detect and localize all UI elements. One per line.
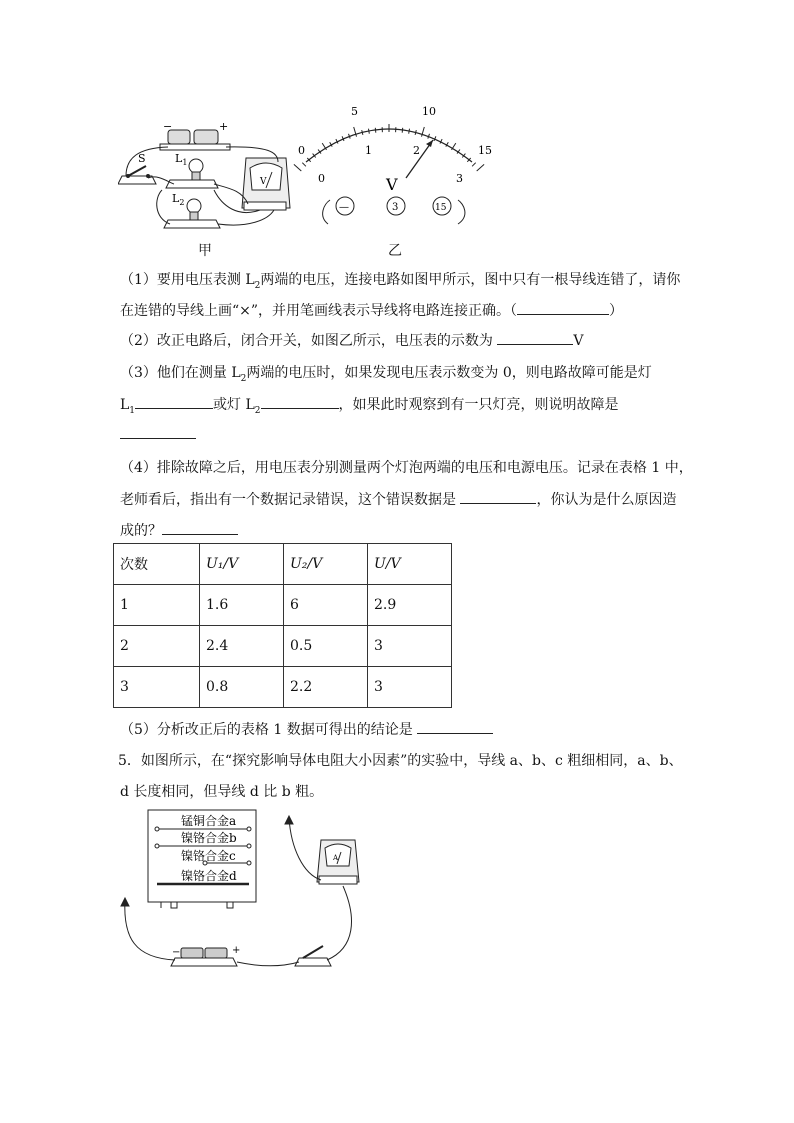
q1-sub: 2 xyxy=(254,280,261,291)
dial-tick xyxy=(415,130,416,135)
dial-tick xyxy=(409,129,410,134)
battery-plus-label: + xyxy=(219,120,229,133)
q4-line2 xyxy=(120,489,676,510)
dial-tick xyxy=(375,128,376,133)
inner-scale-0: 0 xyxy=(318,172,325,185)
table-header-cell: U/V xyxy=(368,544,452,585)
terminal-3-label: 3 xyxy=(392,202,399,213)
switch-2-icon xyxy=(295,946,331,966)
wire-c-label: 镍铬合金c xyxy=(181,849,236,863)
ammeter-icon xyxy=(317,840,359,884)
board-foot-left xyxy=(171,902,177,908)
figure-jia-caption: 甲 xyxy=(198,243,212,259)
table-cell: 0.5 xyxy=(284,626,368,667)
circuit-diagram-jia xyxy=(118,118,298,240)
table-row xyxy=(114,626,452,667)
q2-text: （2）改正电路后，闭合开关，如图乙所示，电压表的示数为 xyxy=(120,333,493,349)
dial-tick xyxy=(402,128,403,133)
outer-scale-5: 5 xyxy=(351,105,358,118)
battery-icon xyxy=(160,130,230,150)
q1-line1 xyxy=(120,270,680,296)
q3-text-c: ，如果此时观察到有一只灯亮，则说明故障是 xyxy=(338,397,619,413)
battery-minus-label: − xyxy=(163,120,173,133)
outer-scale-10: 10 xyxy=(422,105,436,118)
table-cell: 2 xyxy=(114,626,200,667)
q4-text-a: （4）排除故障之后，用电压表分别测量两个灯泡两端的电压和电源电压。记录在表格 1 中， xyxy=(120,460,693,476)
problem5-text-b: d 长度相同，但导线 d 比 b 粗。 xyxy=(120,784,324,800)
q3-line2 xyxy=(120,394,619,421)
q3-text-a: （3）他们在测量 L xyxy=(120,365,241,381)
q4-text-d: 成的？ xyxy=(120,523,162,539)
inner-scale-2: 2 xyxy=(413,144,420,157)
problem5-line2 xyxy=(120,782,323,802)
dial-symbol-v: V xyxy=(386,175,398,194)
voltmeter-dial-yi xyxy=(288,100,498,240)
table-header-row xyxy=(114,544,452,585)
q2-answer-blank[interactable] xyxy=(497,330,573,345)
problem5-line1 xyxy=(118,751,683,771)
battery-2-minus: − xyxy=(172,947,181,958)
q4-blank-reason[interactable] xyxy=(162,520,238,535)
dial-pointer-head xyxy=(426,140,433,147)
q3-sub: 2 xyxy=(240,373,247,384)
q2-unit: V xyxy=(573,333,584,349)
terminal-negative-label: — xyxy=(339,202,349,213)
q3-or-sub: 2 xyxy=(254,405,261,416)
q3-line1 xyxy=(120,363,652,389)
q4-line3 xyxy=(120,520,238,541)
q2-line xyxy=(120,330,583,351)
table-cell: 0.8 xyxy=(200,667,284,708)
ammeter-symbol: A xyxy=(333,854,339,862)
q5-answer-blank[interactable] xyxy=(417,719,493,734)
resistance-experiment-diagram xyxy=(115,808,375,978)
table-cell: 2.2 xyxy=(284,667,368,708)
q1-answer-blank[interactable] xyxy=(517,300,609,315)
table-row xyxy=(114,585,452,626)
q4-blank-error[interactable] xyxy=(460,489,536,504)
figure-yi-caption: 乙 xyxy=(388,243,402,259)
q3-blank-fault[interactable] xyxy=(120,424,196,439)
dial-tick xyxy=(369,129,370,134)
table-header-cell: U₁/V xyxy=(200,544,284,585)
q3-l1-sub: 1 xyxy=(129,405,136,416)
q4-text-c: ，你认为是什么原因造 xyxy=(536,492,677,508)
table-cell: 3 xyxy=(368,626,452,667)
wire-d-label: 镍铬合金d xyxy=(181,869,237,883)
wire-a-label: 锰铜合金a xyxy=(181,814,237,828)
q1-text-c: 在连错的导线上画“×”，并用笔画线表示导线将电路连接正确。（ xyxy=(120,303,518,319)
table-cell: 3 xyxy=(114,667,200,708)
voltmeter-symbol: V xyxy=(260,177,267,187)
table-row xyxy=(114,667,452,708)
q1-text-a: （1）要用电压表测 L xyxy=(120,272,255,288)
problem5-text-a: 5．如图所示，在“探究影响导体电阻大小因素”的实验中，导线 a、b、c 粗细相同，a、b、 xyxy=(118,753,683,769)
q5-text: （5）分析改正后的表格 1 数据可得出的结论是 xyxy=(120,722,413,738)
q5-line xyxy=(120,719,493,740)
switch-icon xyxy=(118,166,156,184)
dial-tick xyxy=(472,163,476,167)
dial-tick xyxy=(302,163,306,167)
dial-tick xyxy=(362,130,363,135)
table-cell: 1.6 xyxy=(200,585,284,626)
q4-text-b: 老师看后，指出有一个数据记录错误，这个错误数据是 xyxy=(120,492,456,508)
battery-2-plus: + xyxy=(232,945,241,956)
inner-scale-1: 1 xyxy=(365,144,372,157)
q3-blank-l2[interactable] xyxy=(261,394,339,409)
q3-blank-l1[interactable] xyxy=(135,394,213,409)
table-header-cell: U₂/V xyxy=(284,544,368,585)
table-cell: 3 xyxy=(368,667,452,708)
inner-scale-3: 3 xyxy=(456,172,463,185)
table-header-cell: 次数 xyxy=(114,544,200,585)
board-foot-right xyxy=(227,902,233,908)
dial-tick xyxy=(294,164,301,171)
dial-arc xyxy=(306,129,472,162)
wire-b-label: 镍铬合金b xyxy=(181,831,237,845)
dial-tick xyxy=(477,164,484,171)
data-table xyxy=(113,543,452,708)
dial-right-wire xyxy=(458,200,465,224)
lamp-l2-label: $L_2$ xyxy=(172,192,185,207)
outer-scale-15: 15 xyxy=(478,144,492,157)
q1-text-d: ） xyxy=(609,303,624,319)
q1-text-b: 两端的电压，连接电路如图甲所示，图中只有一根导线连错了，请你 xyxy=(260,272,681,288)
q3-text-b: 两端的电压时，如果发现电压表示数变为 0，则电路故障可能是灯 xyxy=(246,365,652,381)
outer-scale-0: 0 xyxy=(298,144,305,157)
lamp-l1-label: $L_1$ xyxy=(175,152,188,167)
table-cell: 2.4 xyxy=(200,626,284,667)
q1-line2 xyxy=(120,300,623,321)
battery-2-icon xyxy=(171,948,237,966)
q3-l1: L xyxy=(120,397,130,413)
dial-ticks xyxy=(294,124,484,171)
q4-line1 xyxy=(120,458,693,478)
q3-or: 或灯 L xyxy=(213,397,255,413)
table-cell: 2.9 xyxy=(368,585,452,626)
table-cell: 6 xyxy=(284,585,368,626)
switch-label: S xyxy=(138,152,146,165)
dial-left-wire xyxy=(323,200,330,224)
q3-line3 xyxy=(120,424,196,445)
table-cell: 1 xyxy=(114,585,200,626)
terminal-15-label: 15 xyxy=(435,203,447,213)
